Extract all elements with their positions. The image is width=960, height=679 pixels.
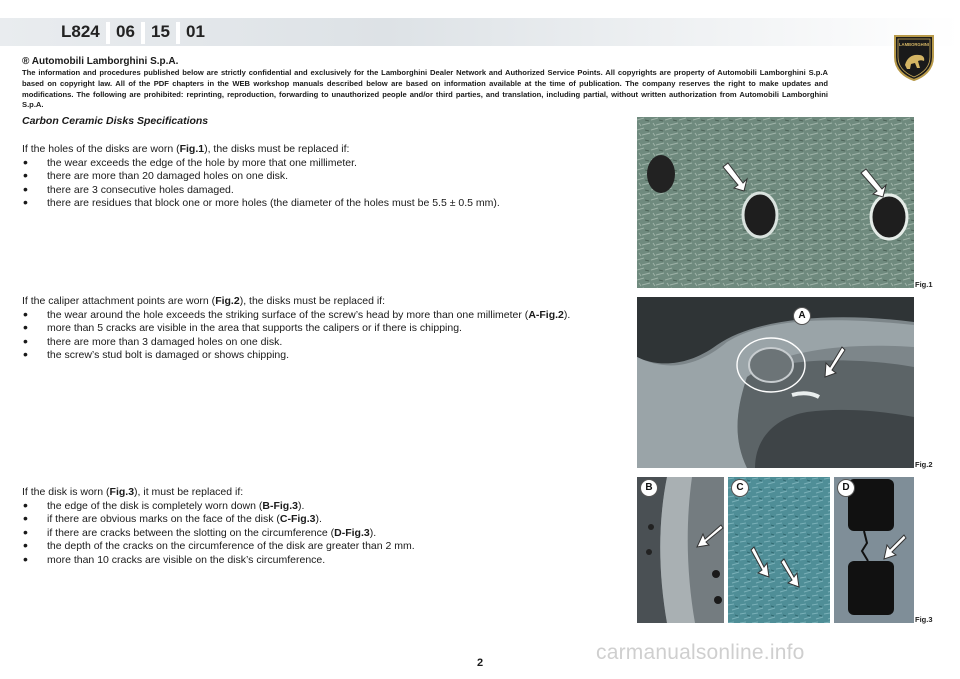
item-text: the edge of the disk is completely worn down ( xyxy=(47,499,263,512)
intro-text: If the caliper attachment points are worn ( xyxy=(22,295,216,307)
group-code: 06 xyxy=(116,22,135,41)
list-item: • more than 10 cracks are visible on the disk’s circumference. xyxy=(22,554,612,568)
list-item xyxy=(22,500,612,514)
section-code: 01 xyxy=(186,22,205,41)
figure-reference: A-Fig.2 xyxy=(528,308,564,321)
intro-text: ), the disks must be replaced if: xyxy=(204,143,350,155)
page-number: 2 xyxy=(476,657,484,669)
worn-holes-list xyxy=(22,157,612,211)
list-item: • the wear exceeds the edge of the hole by more that one millimeter. xyxy=(22,157,612,171)
item-text: ). xyxy=(315,513,322,526)
list-item: • there are residues that block one or more holes (the diameter of the holes must be 5.5 ± 0.5 mm). xyxy=(22,197,612,211)
figure-1-photo xyxy=(637,117,914,288)
code-separator xyxy=(141,22,145,44)
callout-c: C xyxy=(731,479,749,497)
figure-reference: Fig.3 xyxy=(109,486,135,498)
list-item xyxy=(22,513,612,527)
item-text: ). xyxy=(369,526,377,539)
subgroup-code: 15 xyxy=(151,22,170,41)
figure-reference: Fig.2 xyxy=(215,295,240,307)
figure-3d-photo xyxy=(834,477,914,623)
disk-wear-section xyxy=(22,486,612,568)
manual-code: L824 xyxy=(61,22,100,41)
list-item xyxy=(22,309,612,323)
figure-1-label: Fig.1 xyxy=(915,280,933,289)
callout-a: A xyxy=(793,307,811,325)
callout-b: B xyxy=(640,479,658,497)
code-separator xyxy=(106,22,110,44)
code-separator xyxy=(176,22,180,44)
copyright-notice xyxy=(22,56,828,111)
callout-d: D xyxy=(837,479,855,497)
worn-holes-section xyxy=(22,143,612,211)
figure-3b-photo xyxy=(637,477,724,623)
caliper-points-list xyxy=(22,309,612,363)
figure-2-label: Fig.2 xyxy=(915,460,933,469)
item-text: ). xyxy=(297,499,305,512)
disk-wear-intro xyxy=(22,486,612,500)
item-text: if there are cracks between the slotting on the circumference ( xyxy=(47,526,335,539)
list-item: • there are more than 3 damaged holes on one disk. xyxy=(22,336,612,350)
list-item: • more than 5 cracks are visible in the area that supports the calipers or if there is chipping. xyxy=(22,322,612,336)
list-item xyxy=(22,527,612,541)
caliper-points-intro xyxy=(22,295,612,309)
figure-3c-photo xyxy=(728,477,830,623)
item-text: the wear around the hole exceeds the striking surface of the screw’s head by more than one millimeter ( xyxy=(47,308,529,321)
figure-3-label: Fig.3 xyxy=(915,615,933,624)
item-text: ). xyxy=(563,308,571,321)
disk-wear-list xyxy=(22,500,612,568)
figure-reference: C-Fig.3 xyxy=(279,513,316,526)
worn-holes-intro xyxy=(22,143,612,157)
list-item: • there are more than 20 damaged holes on one disk. xyxy=(22,170,612,184)
lamborghini-shield-icon xyxy=(893,33,935,81)
logo-text: LAMBORGHINI xyxy=(898,42,930,47)
intro-text: If the disk is worn ( xyxy=(22,486,110,498)
list-item: • the depth of the cracks on the circumference of the disk are greater than 2 mm. xyxy=(22,540,612,554)
section-title: Carbon Ceramic Disks Specifications xyxy=(22,115,209,127)
intro-text: ), it must be replaced if: xyxy=(134,486,244,498)
copyright-text: The information and procedures published below are strictly confidential and exclusively for the Lamborghini Dealer Network and Authorized Service Points. All copyrights are property of Automobili Lamborghini S.p.A based on copyright law. All of the PDF chapters in the WEB workshop manuals described below are based on information available at the time of publication. The company reserves the right to make updates and modifications. The following are prohibited: reprinting, reproduction, forwarding to unauthorized people and/or third parties, and translation, including partial, without written authorization from Automobili Lamborghini S.p.A. xyxy=(22,68,828,110)
figure-reference: B-Fig.3 xyxy=(262,499,298,512)
list-item: • the screw’s stud bolt is damaged or shows chipping. xyxy=(22,349,612,363)
figure-2-photo xyxy=(637,297,914,468)
watermark: carmanualsonline.info xyxy=(596,641,805,664)
copyright-title: ® Automobili Lamborghini S.p.A. xyxy=(22,56,179,67)
list-item: • there are 3 consecutive holes damaged. xyxy=(22,184,612,198)
figure-reference: D-Fig.3 xyxy=(334,526,370,539)
header-bar xyxy=(0,18,960,46)
intro-text: If the holes of the disks are worn ( xyxy=(22,143,180,155)
figure-reference: Fig.1 xyxy=(179,143,205,155)
intro-text: ), the disks must be replaced if: xyxy=(239,295,386,307)
caliper-points-section xyxy=(22,295,612,363)
item-text: if there are obvious marks on the face of the disk ( xyxy=(47,513,280,526)
